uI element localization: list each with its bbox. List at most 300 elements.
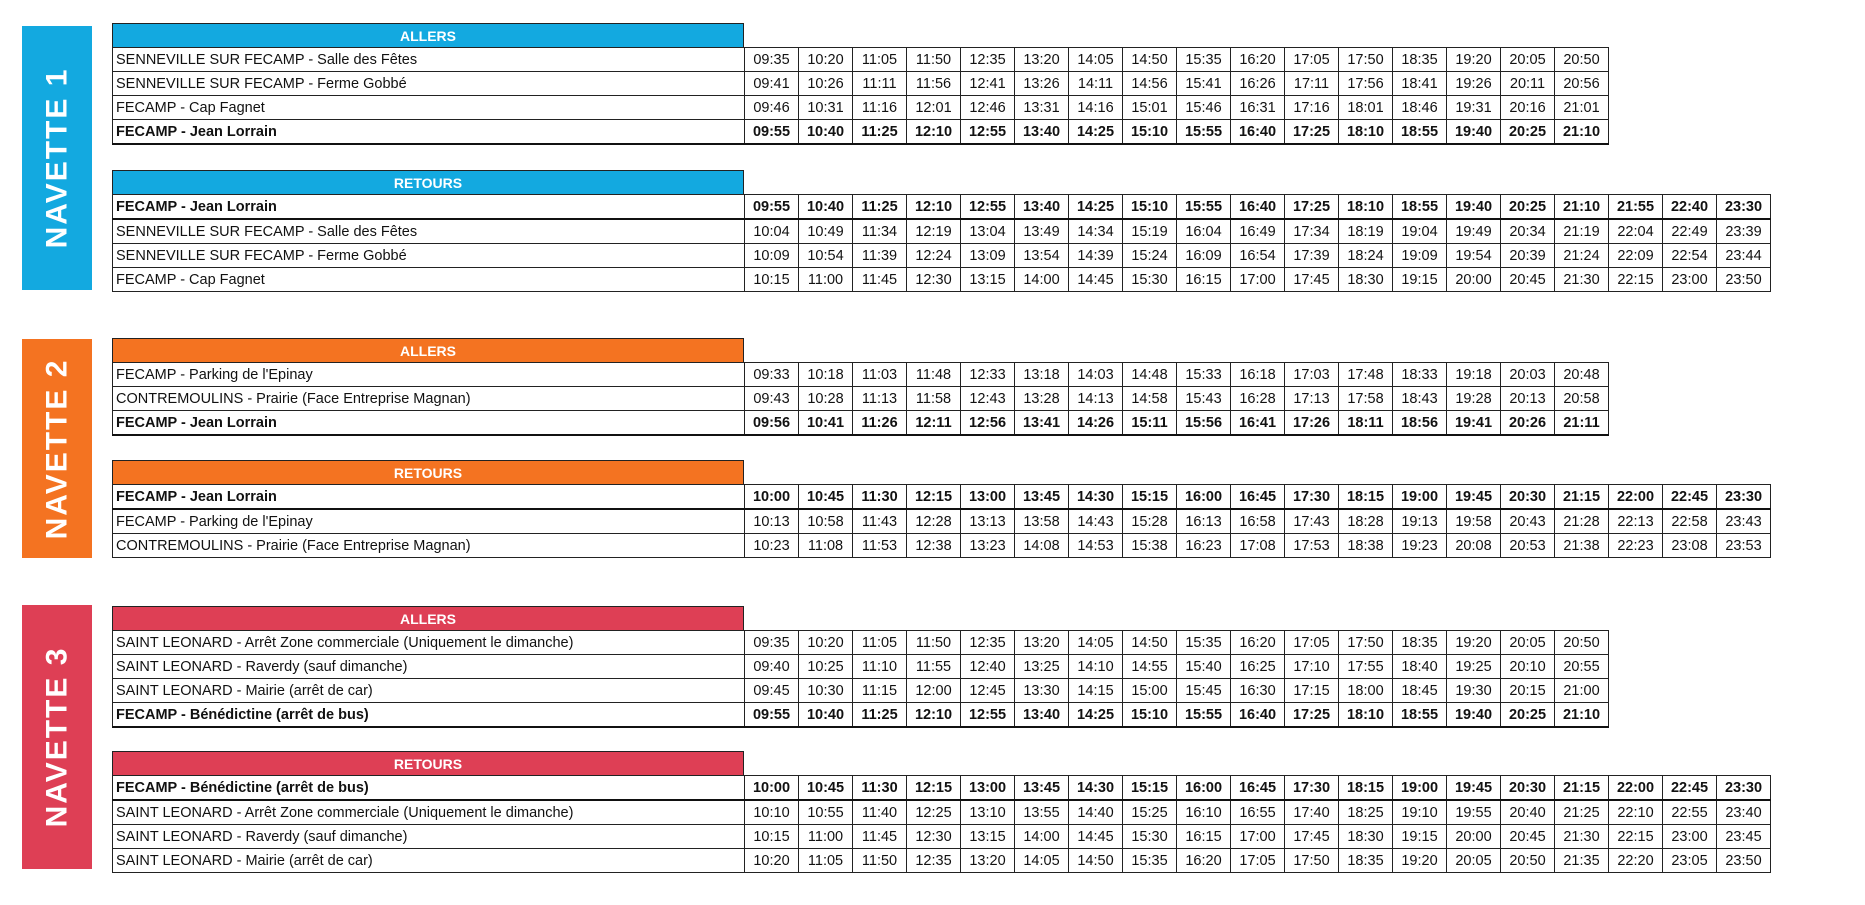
departure-time: 18:55 (1393, 195, 1447, 220)
timetable-row (113, 631, 1609, 655)
departure-time: 11:16 (853, 96, 907, 120)
departure-time: 23:39 (1717, 219, 1771, 244)
departure-time: 21:19 (1555, 219, 1609, 244)
navette-label-panel (22, 605, 92, 869)
departure-time: 23:44 (1717, 244, 1771, 268)
departure-time: 19:09 (1393, 244, 1447, 268)
departure-time: 12:35 (961, 48, 1015, 72)
departure-time: 20:25 (1501, 703, 1555, 728)
departure-time: 12:10 (907, 703, 961, 728)
departure-time: 13:13 (961, 509, 1015, 534)
departure-time: 13:54 (1015, 244, 1069, 268)
departure-time: 10:55 (799, 800, 853, 825)
departure-time: 19:40 (1447, 195, 1501, 220)
departure-time: 19:15 (1393, 825, 1447, 849)
timetable-row (113, 679, 1609, 703)
departure-time: 20:45 (1501, 825, 1555, 849)
departure-time: 11:40 (853, 800, 907, 825)
departure-time: 20:56 (1555, 72, 1609, 96)
departure-time: 14:03 (1069, 363, 1123, 387)
departure-time: 13:58 (1015, 509, 1069, 534)
departure-time: 18:46 (1393, 96, 1447, 120)
departure-time: 13:20 (1015, 48, 1069, 72)
departure-time: 19:15 (1393, 268, 1447, 292)
departure-time: 19:04 (1393, 219, 1447, 244)
departure-time: 15:35 (1177, 631, 1231, 655)
departure-time: 18:10 (1339, 195, 1393, 220)
stop-name: FECAMP - Cap Fagnet (113, 268, 745, 292)
timetable-row (113, 387, 1609, 411)
departure-time: 09:56 (745, 411, 799, 436)
departure-time: 16:41 (1231, 411, 1285, 436)
departure-time: 21:01 (1555, 96, 1609, 120)
departure-time: 15:38 (1123, 534, 1177, 558)
departure-time: 13:45 (1015, 485, 1069, 510)
departure-time: 23:50 (1717, 849, 1771, 873)
departure-time: 18:55 (1393, 703, 1447, 728)
departure-time: 18:30 (1339, 825, 1393, 849)
departure-time: 17:11 (1285, 72, 1339, 96)
departure-time: 19:40 (1447, 120, 1501, 145)
departure-time: 12:55 (961, 120, 1015, 145)
departure-time: 22:20 (1609, 849, 1663, 873)
departure-time: 19:58 (1447, 509, 1501, 534)
departure-time: 17:03 (1285, 363, 1339, 387)
stop-name: SENNEVILLE SUR FECAMP - Salle des Fêtes (113, 48, 745, 72)
timetable-row (113, 244, 1771, 268)
departure-time: 11:50 (907, 48, 961, 72)
departure-time: 15:19 (1123, 219, 1177, 244)
retours-table (112, 194, 1771, 292)
retours-table (112, 484, 1771, 558)
departure-time: 10:13 (745, 509, 799, 534)
departure-time: 19:28 (1447, 387, 1501, 411)
departure-time: 14:53 (1069, 534, 1123, 558)
allers-table (112, 47, 1609, 145)
departure-time: 17:48 (1339, 363, 1393, 387)
departure-time: 10:26 (799, 72, 853, 96)
departure-time: 10:20 (799, 631, 853, 655)
departure-time: 11:15 (853, 679, 907, 703)
departure-time: 11:25 (853, 120, 907, 145)
departure-time: 19:31 (1447, 96, 1501, 120)
departure-time: 20:30 (1501, 776, 1555, 801)
departure-time: 14:45 (1069, 825, 1123, 849)
departure-time: 17:30 (1285, 485, 1339, 510)
departure-time: 21:28 (1555, 509, 1609, 534)
timetable-row (113, 120, 1609, 145)
departure-time: 11:56 (907, 72, 961, 96)
departure-time: 22:58 (1663, 509, 1717, 534)
departure-time: 14:43 (1069, 509, 1123, 534)
departure-time: 20:48 (1555, 363, 1609, 387)
timetable-row (113, 219, 1771, 244)
stop-name: SAINT LEONARD - Mairie (arrêt de car) (113, 679, 745, 703)
departure-time: 18:19 (1339, 219, 1393, 244)
departure-time: 20:43 (1501, 509, 1555, 534)
departure-time: 19:30 (1447, 679, 1501, 703)
departure-time: 12:30 (907, 268, 961, 292)
departure-time: 11:05 (853, 631, 907, 655)
timetable-row (113, 485, 1771, 510)
timetable-row (113, 825, 1771, 849)
navette-label: NAVETTE 2 (40, 358, 73, 539)
departure-time: 18:24 (1339, 244, 1393, 268)
departure-time: 12:45 (961, 679, 1015, 703)
departure-time: 22:13 (1609, 509, 1663, 534)
departure-time: 09:55 (745, 195, 799, 220)
departure-time: 12:10 (907, 195, 961, 220)
timetable-row (113, 849, 1771, 873)
departure-time: 13:26 (1015, 72, 1069, 96)
departure-time: 20:40 (1501, 800, 1555, 825)
departure-time: 21:35 (1555, 849, 1609, 873)
departure-time: 23:30 (1717, 195, 1771, 220)
stop-name: CONTREMOULINS - Prairie (Face Entreprise Magnan) (113, 534, 745, 558)
departure-time: 18:15 (1339, 485, 1393, 510)
stop-name: SENNEVILLE SUR FECAMP - Ferme Gobbé (113, 72, 745, 96)
departure-time: 18:40 (1393, 655, 1447, 679)
departure-time: 15:30 (1123, 268, 1177, 292)
retours-header: RETOURS (112, 170, 744, 194)
departure-time: 23:45 (1717, 825, 1771, 849)
departure-time: 17:45 (1285, 268, 1339, 292)
departure-time: 11:03 (853, 363, 907, 387)
departure-time: 13:49 (1015, 219, 1069, 244)
departure-time: 20:26 (1501, 411, 1555, 436)
departure-time: 14:50 (1123, 631, 1177, 655)
departure-time: 15:00 (1123, 679, 1177, 703)
stop-name: FECAMP - Jean Lorrain (113, 485, 745, 510)
departure-time: 12:41 (961, 72, 1015, 96)
departure-time: 14:25 (1069, 120, 1123, 145)
allers-table (112, 630, 1609, 728)
departure-time: 11:25 (853, 703, 907, 728)
departure-time: 18:56 (1393, 411, 1447, 436)
departure-time: 22:40 (1663, 195, 1717, 220)
departure-time: 22:04 (1609, 219, 1663, 244)
departure-time: 19:20 (1447, 48, 1501, 72)
departure-time: 10:04 (745, 219, 799, 244)
departure-time: 18:01 (1339, 96, 1393, 120)
departure-time: 18:15 (1339, 776, 1393, 801)
departure-time: 14:05 (1015, 849, 1069, 873)
departure-time: 12:15 (907, 485, 961, 510)
departure-time: 10:30 (799, 679, 853, 703)
departure-time: 13:23 (961, 534, 1015, 558)
departure-time: 23:05 (1663, 849, 1717, 873)
departure-time: 17:50 (1285, 849, 1339, 873)
departure-time: 17:10 (1285, 655, 1339, 679)
departure-time: 13:25 (1015, 655, 1069, 679)
departure-time: 21:24 (1555, 244, 1609, 268)
departure-time: 13:18 (1015, 363, 1069, 387)
departure-time: 09:33 (745, 363, 799, 387)
departure-time: 18:30 (1339, 268, 1393, 292)
departure-time: 15:55 (1177, 120, 1231, 145)
departure-time: 09:40 (745, 655, 799, 679)
departure-time: 20:50 (1555, 48, 1609, 72)
departure-time: 21:00 (1555, 679, 1609, 703)
departure-time: 18:35 (1393, 48, 1447, 72)
departure-time: 20:45 (1501, 268, 1555, 292)
departure-time: 17:39 (1285, 244, 1339, 268)
timetable-row (113, 534, 1771, 558)
departure-time: 14:11 (1069, 72, 1123, 96)
departure-time: 11:10 (853, 655, 907, 679)
departure-time: 10:40 (799, 120, 853, 145)
timetable-row (113, 268, 1771, 292)
departure-time: 20:34 (1501, 219, 1555, 244)
departure-time: 22:15 (1609, 825, 1663, 849)
departure-time: 16:40 (1231, 703, 1285, 728)
departure-time: 16:54 (1231, 244, 1285, 268)
departure-time: 20:30 (1501, 485, 1555, 510)
departure-time: 20:03 (1501, 363, 1555, 387)
retours-header: RETOURS (112, 751, 744, 775)
departure-time: 22:00 (1609, 776, 1663, 801)
departure-time: 19:13 (1393, 509, 1447, 534)
departure-time: 17:16 (1285, 96, 1339, 120)
departure-time: 21:25 (1555, 800, 1609, 825)
departure-time: 19:00 (1393, 776, 1447, 801)
departure-time: 23:40 (1717, 800, 1771, 825)
departure-time: 09:55 (745, 120, 799, 145)
timetable-row (113, 363, 1609, 387)
departure-time: 22:23 (1609, 534, 1663, 558)
departure-time: 09:41 (745, 72, 799, 96)
departure-time: 15:15 (1123, 776, 1177, 801)
departure-time: 13:30 (1015, 679, 1069, 703)
departure-time: 10:54 (799, 244, 853, 268)
departure-time: 15:15 (1123, 485, 1177, 510)
departure-time: 09:55 (745, 703, 799, 728)
departure-time: 15:24 (1123, 244, 1177, 268)
departure-time: 20:15 (1501, 679, 1555, 703)
departure-time: 12:28 (907, 509, 961, 534)
stop-name: FECAMP - Bénédictine (arrêt de bus) (113, 703, 745, 728)
retours-block (112, 751, 1771, 873)
departure-time: 20:39 (1501, 244, 1555, 268)
departure-time: 11:48 (907, 363, 961, 387)
departure-time: 23:00 (1663, 825, 1717, 849)
departure-time: 11:34 (853, 219, 907, 244)
departure-time: 17:15 (1285, 679, 1339, 703)
departure-time: 17:45 (1285, 825, 1339, 849)
stop-name: SAINT LEONARD - Arrêt Zone commerciale (Uniquement le dimanche) (113, 800, 745, 825)
departure-time: 15:55 (1177, 703, 1231, 728)
departure-time: 17:00 (1231, 825, 1285, 849)
departure-time: 15:28 (1123, 509, 1177, 534)
departure-time: 20:50 (1501, 849, 1555, 873)
departure-time: 13:40 (1015, 120, 1069, 145)
departure-time: 19:55 (1447, 800, 1501, 825)
departure-time: 16:15 (1177, 268, 1231, 292)
departure-time: 16:26 (1231, 72, 1285, 96)
departure-time: 17:50 (1339, 631, 1393, 655)
departure-time: 11:53 (853, 534, 907, 558)
timetable-row (113, 72, 1609, 96)
departure-time: 15:40 (1177, 655, 1231, 679)
departure-time: 10:20 (745, 849, 799, 873)
departure-time: 17:40 (1285, 800, 1339, 825)
departure-time: 13:45 (1015, 776, 1069, 801)
departure-time: 18:11 (1339, 411, 1393, 436)
navette-label-panel (22, 26, 92, 290)
departure-time: 12:35 (907, 849, 961, 873)
departure-time: 21:15 (1555, 485, 1609, 510)
departure-time: 21:30 (1555, 268, 1609, 292)
departure-time: 23:50 (1717, 268, 1771, 292)
departure-time: 14:55 (1123, 655, 1177, 679)
departure-time: 16:04 (1177, 219, 1231, 244)
departure-time: 17:43 (1285, 509, 1339, 534)
departure-time: 10:31 (799, 96, 853, 120)
departure-time: 16:55 (1231, 800, 1285, 825)
departure-time: 14:10 (1069, 655, 1123, 679)
stop-name: FECAMP - Parking de l'Epinay (113, 509, 745, 534)
departure-time: 21:10 (1555, 703, 1609, 728)
departure-time: 12:01 (907, 96, 961, 120)
departure-time: 16:31 (1231, 96, 1285, 120)
departure-time: 15:55 (1177, 195, 1231, 220)
departure-time: 10:28 (799, 387, 853, 411)
departure-time: 19:41 (1447, 411, 1501, 436)
timetable-row (113, 195, 1771, 220)
departure-time: 14:39 (1069, 244, 1123, 268)
departure-time: 20:55 (1555, 655, 1609, 679)
departure-time: 12:00 (907, 679, 961, 703)
stop-name: FECAMP - Jean Lorrain (113, 411, 745, 436)
departure-time: 16:13 (1177, 509, 1231, 534)
departure-time: 15:35 (1123, 849, 1177, 873)
departure-time: 17:50 (1339, 48, 1393, 72)
departure-time: 13:20 (1015, 631, 1069, 655)
allers-header: ALLERS (112, 23, 744, 47)
departure-time: 15:01 (1123, 96, 1177, 120)
departure-time: 20:05 (1501, 631, 1555, 655)
stop-name: SAINT LEONARD - Mairie (arrêt de car) (113, 849, 745, 873)
departure-time: 10:45 (799, 485, 853, 510)
departure-time: 14:45 (1069, 268, 1123, 292)
navette-label-panel (22, 339, 92, 558)
departure-time: 16:10 (1177, 800, 1231, 825)
departure-time: 12:25 (907, 800, 961, 825)
departure-time: 15:25 (1123, 800, 1177, 825)
departure-time: 11:30 (853, 485, 907, 510)
departure-time: 23:43 (1717, 509, 1771, 534)
departure-time: 10:00 (745, 485, 799, 510)
departure-time: 14:00 (1015, 268, 1069, 292)
departure-time: 17:08 (1231, 534, 1285, 558)
departure-time: 19:45 (1447, 776, 1501, 801)
departure-time: 22:45 (1663, 776, 1717, 801)
departure-time: 16:00 (1177, 485, 1231, 510)
departure-time: 14:00 (1015, 825, 1069, 849)
departure-time: 14:15 (1069, 679, 1123, 703)
departure-time: 15:56 (1177, 411, 1231, 436)
departure-time: 20:05 (1501, 48, 1555, 72)
departure-time: 21:30 (1555, 825, 1609, 849)
departure-time: 13:10 (961, 800, 1015, 825)
departure-time: 19:40 (1447, 703, 1501, 728)
departure-time: 16:23 (1177, 534, 1231, 558)
departure-time: 14:08 (1015, 534, 1069, 558)
departure-time: 13:04 (961, 219, 1015, 244)
allers-header: ALLERS (112, 606, 744, 630)
allers-block (112, 23, 1609, 145)
departure-time: 17:30 (1285, 776, 1339, 801)
departure-time: 12:35 (961, 631, 1015, 655)
departure-time: 15:33 (1177, 363, 1231, 387)
departure-time: 20:08 (1447, 534, 1501, 558)
departure-time: 11:25 (853, 195, 907, 220)
departure-time: 12:55 (961, 703, 1015, 728)
departure-time: 17:56 (1339, 72, 1393, 96)
departure-time: 15:10 (1123, 120, 1177, 145)
departure-time: 20:25 (1501, 120, 1555, 145)
departure-time: 14:56 (1123, 72, 1177, 96)
timetable-row (113, 96, 1609, 120)
departure-time: 22:54 (1663, 244, 1717, 268)
departure-time: 11:00 (799, 268, 853, 292)
departure-time: 12:15 (907, 776, 961, 801)
departure-time: 09:35 (745, 631, 799, 655)
departure-time: 19:20 (1393, 849, 1447, 873)
departure-time: 16:00 (1177, 776, 1231, 801)
allers-block (112, 338, 1609, 436)
departure-time: 14:26 (1069, 411, 1123, 436)
departure-time: 14:30 (1069, 485, 1123, 510)
departure-time: 10:10 (745, 800, 799, 825)
departure-time: 23:30 (1717, 776, 1771, 801)
departure-time: 15:46 (1177, 96, 1231, 120)
departure-time: 16:58 (1231, 509, 1285, 534)
stop-name: CONTREMOULINS - Prairie (Face Entreprise Magnan) (113, 387, 745, 411)
departure-time: 10:23 (745, 534, 799, 558)
departure-time: 16:49 (1231, 219, 1285, 244)
timetable-row (113, 776, 1771, 801)
departure-time: 15:45 (1177, 679, 1231, 703)
timetable-row (113, 703, 1609, 728)
departure-time: 10:00 (745, 776, 799, 801)
departure-time: 17:55 (1339, 655, 1393, 679)
departure-time: 17:25 (1285, 195, 1339, 220)
departure-time: 10:20 (799, 48, 853, 72)
departure-time: 20:05 (1447, 849, 1501, 873)
allers-block (112, 606, 1609, 728)
departure-time: 13:55 (1015, 800, 1069, 825)
departure-time: 23:08 (1663, 534, 1717, 558)
departure-time: 11:55 (907, 655, 961, 679)
departure-time: 14:40 (1069, 800, 1123, 825)
departure-time: 13:15 (961, 268, 1015, 292)
departure-time: 11:58 (907, 387, 961, 411)
departure-time: 20:25 (1501, 195, 1555, 220)
departure-time: 22:55 (1663, 800, 1717, 825)
departure-time: 17:53 (1285, 534, 1339, 558)
navette-label: NAVETTE 3 (40, 646, 73, 828)
departure-time: 15:35 (1177, 48, 1231, 72)
departure-time: 10:15 (745, 825, 799, 849)
departure-time: 19:00 (1393, 485, 1447, 510)
departure-time: 17:26 (1285, 411, 1339, 436)
stop-name: SAINT LEONARD - Raverdy (sauf dimanche) (113, 655, 745, 679)
departure-time: 21:38 (1555, 534, 1609, 558)
departure-time: 11:08 (799, 534, 853, 558)
stop-name: FECAMP - Cap Fagnet (113, 96, 745, 120)
departure-time: 16:28 (1231, 387, 1285, 411)
